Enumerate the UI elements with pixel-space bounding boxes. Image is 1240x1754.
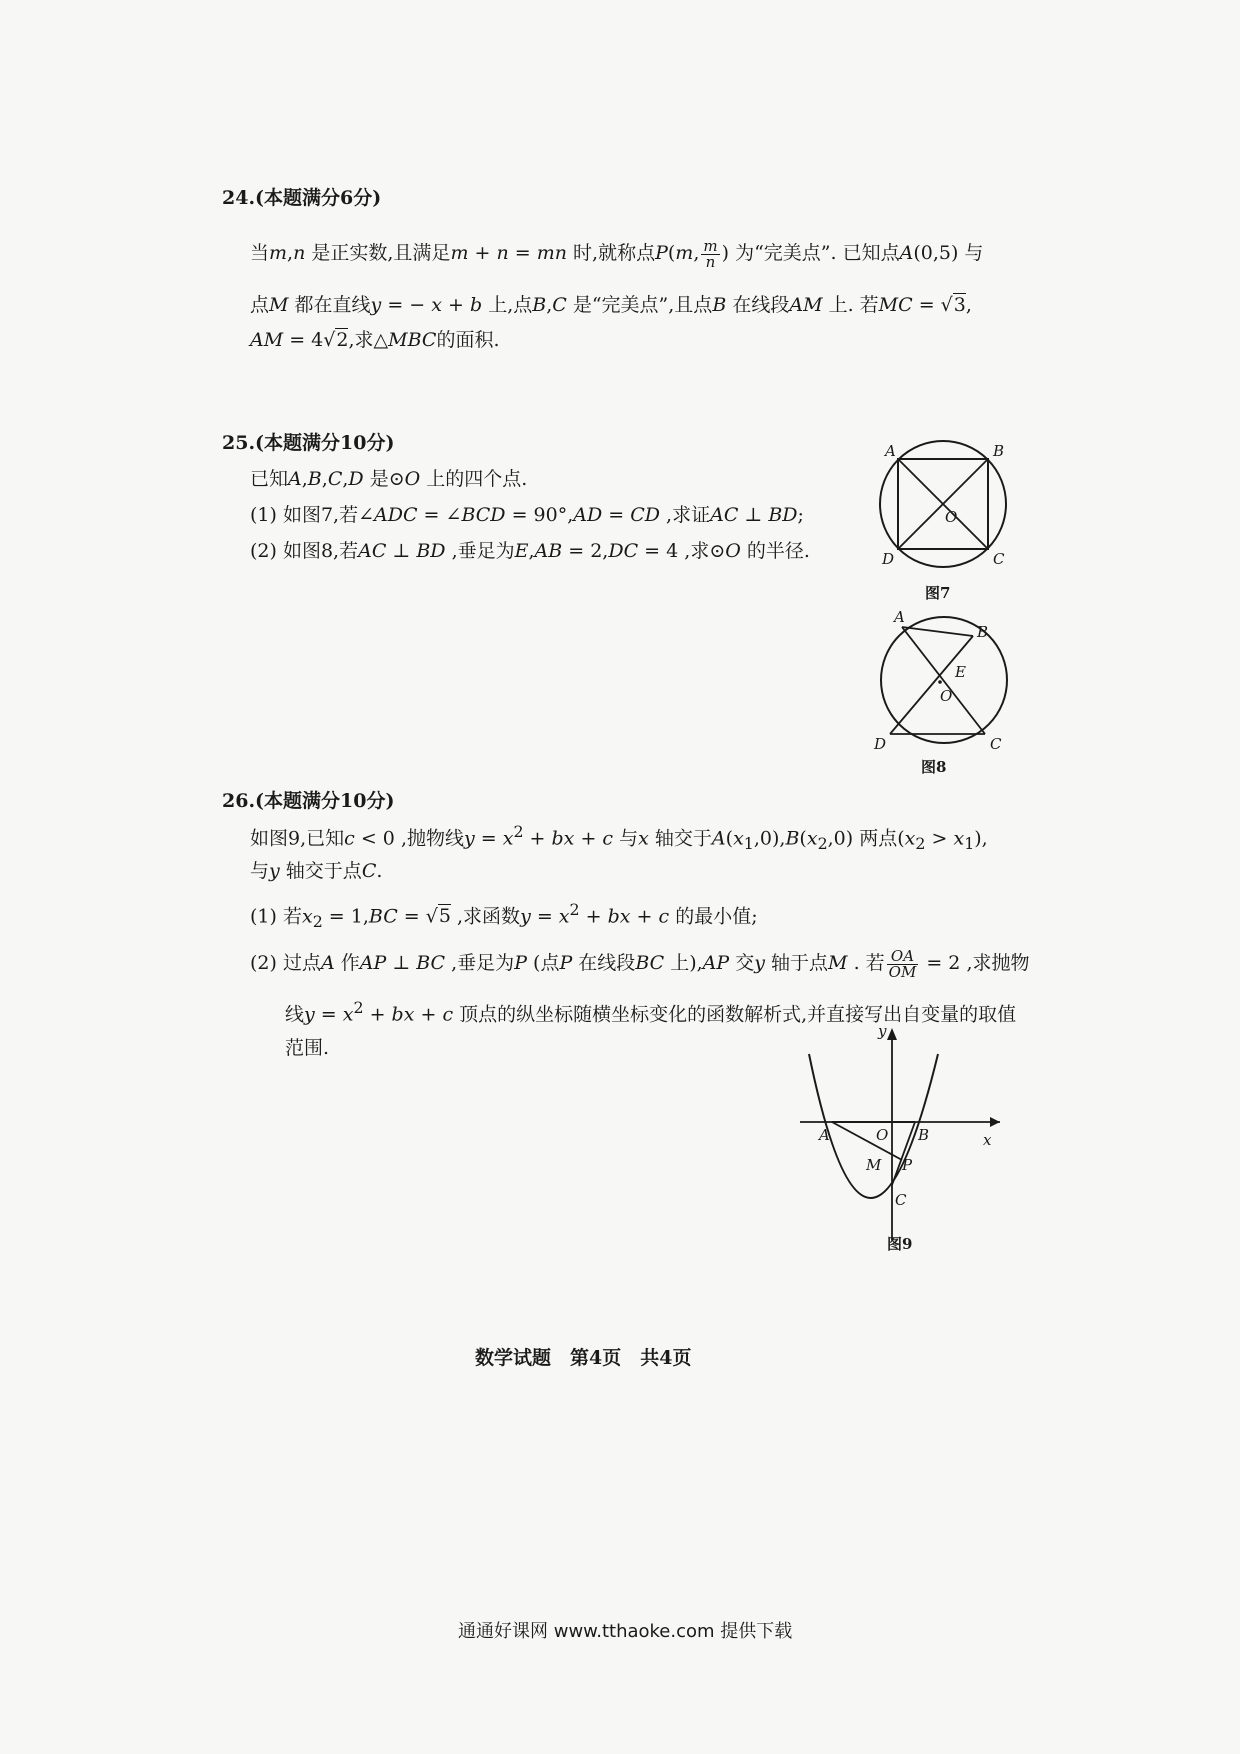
q26-line-2: 与y 轴交于点C. — [250, 860, 383, 882]
svg-text:P: P — [902, 1156, 913, 1174]
figure-7-diagram — [868, 432, 1028, 582]
svg-text:O: O — [940, 687, 953, 705]
q24-line-1: 当m,n 是正实数,且满足m + n = mn 时,就称点P(m, $\frac{m}{n}$ ) 为“完美点”. 已知点A(0,5) 与 — [250, 236, 984, 271]
q26-line-5: 线$y = x^2$ + bx + c 顶点的纵坐标随横坐标变化的函数解析式,并直接写出自变量的取值 — [285, 998, 1017, 1026]
svg-text:A: A — [885, 442, 896, 460]
figure-7-caption: 图7 — [925, 584, 951, 602]
q26-line-4: (2) 过点A 作AP ⊥ BC ,垂足为P (点P 在线段BC 上),AP 交y 轴于点M . 若 $\frac{OA}{OM}$ = 2 ,求抛物 — [250, 946, 1030, 981]
q25-line-1: 已知A,B,C,D 是⊙O 上的四个点. — [250, 468, 528, 490]
q25-line-3: (2) 如图8,若AC ⊥ BD ,垂足为E,AB = 2,DC = 4 ,求⊙O 的半径. — [250, 540, 810, 562]
svg-text:E: E — [955, 663, 966, 681]
svg-text:y: y — [878, 1022, 887, 1040]
svg-text:C: C — [993, 550, 1005, 568]
q26-heading: 26.(本题满分10分) — [222, 790, 395, 812]
q26-line-3: (1) 若$x_2 = 1,BC = √5$ ,求函数$y = x^2$ + bx + c 的最小值; — [250, 900, 758, 932]
q25-heading: 25.(本题满分10分) — [222, 432, 395, 454]
svg-text:A: A — [819, 1126, 830, 1144]
figure-9-diagram — [790, 1020, 1010, 1250]
figure-8-diagram — [862, 604, 1032, 754]
svg-text:D: D — [874, 735, 887, 753]
svg-text:B: B — [918, 1126, 930, 1144]
svg-text:x: x — [983, 1131, 992, 1149]
svg-text:M: M — [866, 1156, 882, 1174]
svg-text:O: O — [876, 1126, 889, 1144]
svg-text:C: C — [895, 1191, 907, 1209]
svg-text:B: B — [977, 623, 989, 641]
q25-line-2: (1) 如图7,若∠ADC = ∠BCD = 90°,AD = CD ,求证AC ⊥ BD; — [250, 504, 804, 526]
download-watermark: 通通好课网 www.tthaoke.com 提供下载 — [458, 1621, 793, 1642]
svg-text:B: B — [993, 442, 1005, 460]
svg-text:O: O — [945, 508, 958, 526]
svg-text:C: C — [990, 735, 1002, 753]
svg-text:D: D — [882, 550, 895, 568]
svg-text:A: A — [894, 608, 905, 626]
q24-line-2: 点M 都在直线y = − x + b 上,点B,C 是“完美点”,且点B 在线段AM 上. 若MC = √3, — [250, 294, 972, 316]
q26-line-1: 如图9,已知c < 0 ,抛物线$y = x^2$ + bx + c 与x 轴交于$A(x_1,0),B(x_2,0)$ 两点$(x_2 > x_1)$, — [250, 822, 988, 854]
q24-line-3: AM = 4√2,求△MBC的面积. — [250, 329, 500, 351]
q24-heading: 24.(本题满分6分) — [222, 187, 382, 209]
q26-line-6: 范围. — [285, 1037, 330, 1059]
figure-9-caption: 图9 — [887, 1235, 913, 1253]
page-footer: 数学试题 第4页 共4页 — [475, 1347, 692, 1369]
figure-8-caption: 图8 — [921, 758, 947, 776]
